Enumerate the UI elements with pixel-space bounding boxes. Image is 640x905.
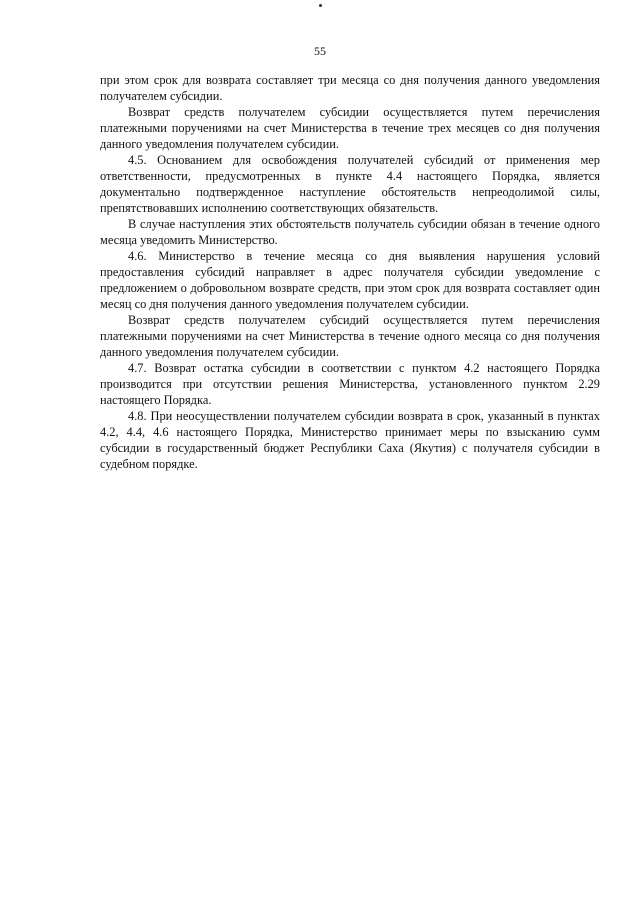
document-body (100, 72, 600, 472)
page-number: 55 (314, 44, 326, 58)
scan-mark (319, 4, 322, 7)
paragraph-force-majeure-notice: В случае наступления этих обстоятельств получатель субсидии обязан в течение одного месяца уведомить Министерство. (100, 217, 600, 247)
paragraph-continuation: при этом срок для возврата составляет три месяца со дня получения данного уведомления получателем субсидии. (100, 73, 600, 103)
paragraph-refund-one-month: Возврат средств получателем субсидий осуществляется путем перечисления платежными поручениями на счет Министерства в течение одного месяца со дня получения данного уведомления получателем субсидии. (100, 313, 600, 359)
paragraph-4-6: 4.6. Министерство в течение месяца со дня выявления нарушения условий предоставления субсидий направляет в адрес получателя субсидии уведомление с предложением о добровольном возврате средств, при этом срок для возврата составляет один месяц со дня получения данного уведомления получателем субсидии. (100, 249, 600, 311)
paragraph-4-5: 4.5. Основанием для освобождения получателей субсидий от применения мер ответственности, предусмотренных в пункте 4.4 настоящего Порядка, является документально подтвержденное наступление обстоятельств непреодолимой силы, препятствовавших исполнению соответствующих обязательств. (100, 153, 600, 215)
paragraph-4-8: 4.8. При неосуществлении получателем субсидии возврата в срок, указанный в пунктах 4.2, 4.4, 4.6 настоящего Порядка, Министерство принимает меры по взысканию сумм субсидии в государственный бюджет Республики Саха (Якутия) с получателя субсидии в судебном порядке. (100, 409, 600, 471)
paragraph-4-7: 4.7. Возврат остатка субсидии в соответствии с пунктом 4.2 настоящего Порядка производится при отсутствии решения Министерства, установленного пунктом 2.29 настоящего Порядка. (100, 361, 600, 407)
paragraph-refund-method: Возврат средств получателем субсидии осуществляется путем перечисления платежными поручениями на счет Министерства в течение трех месяцев со дня получения данного уведомления получателем субсидии. (100, 105, 600, 151)
